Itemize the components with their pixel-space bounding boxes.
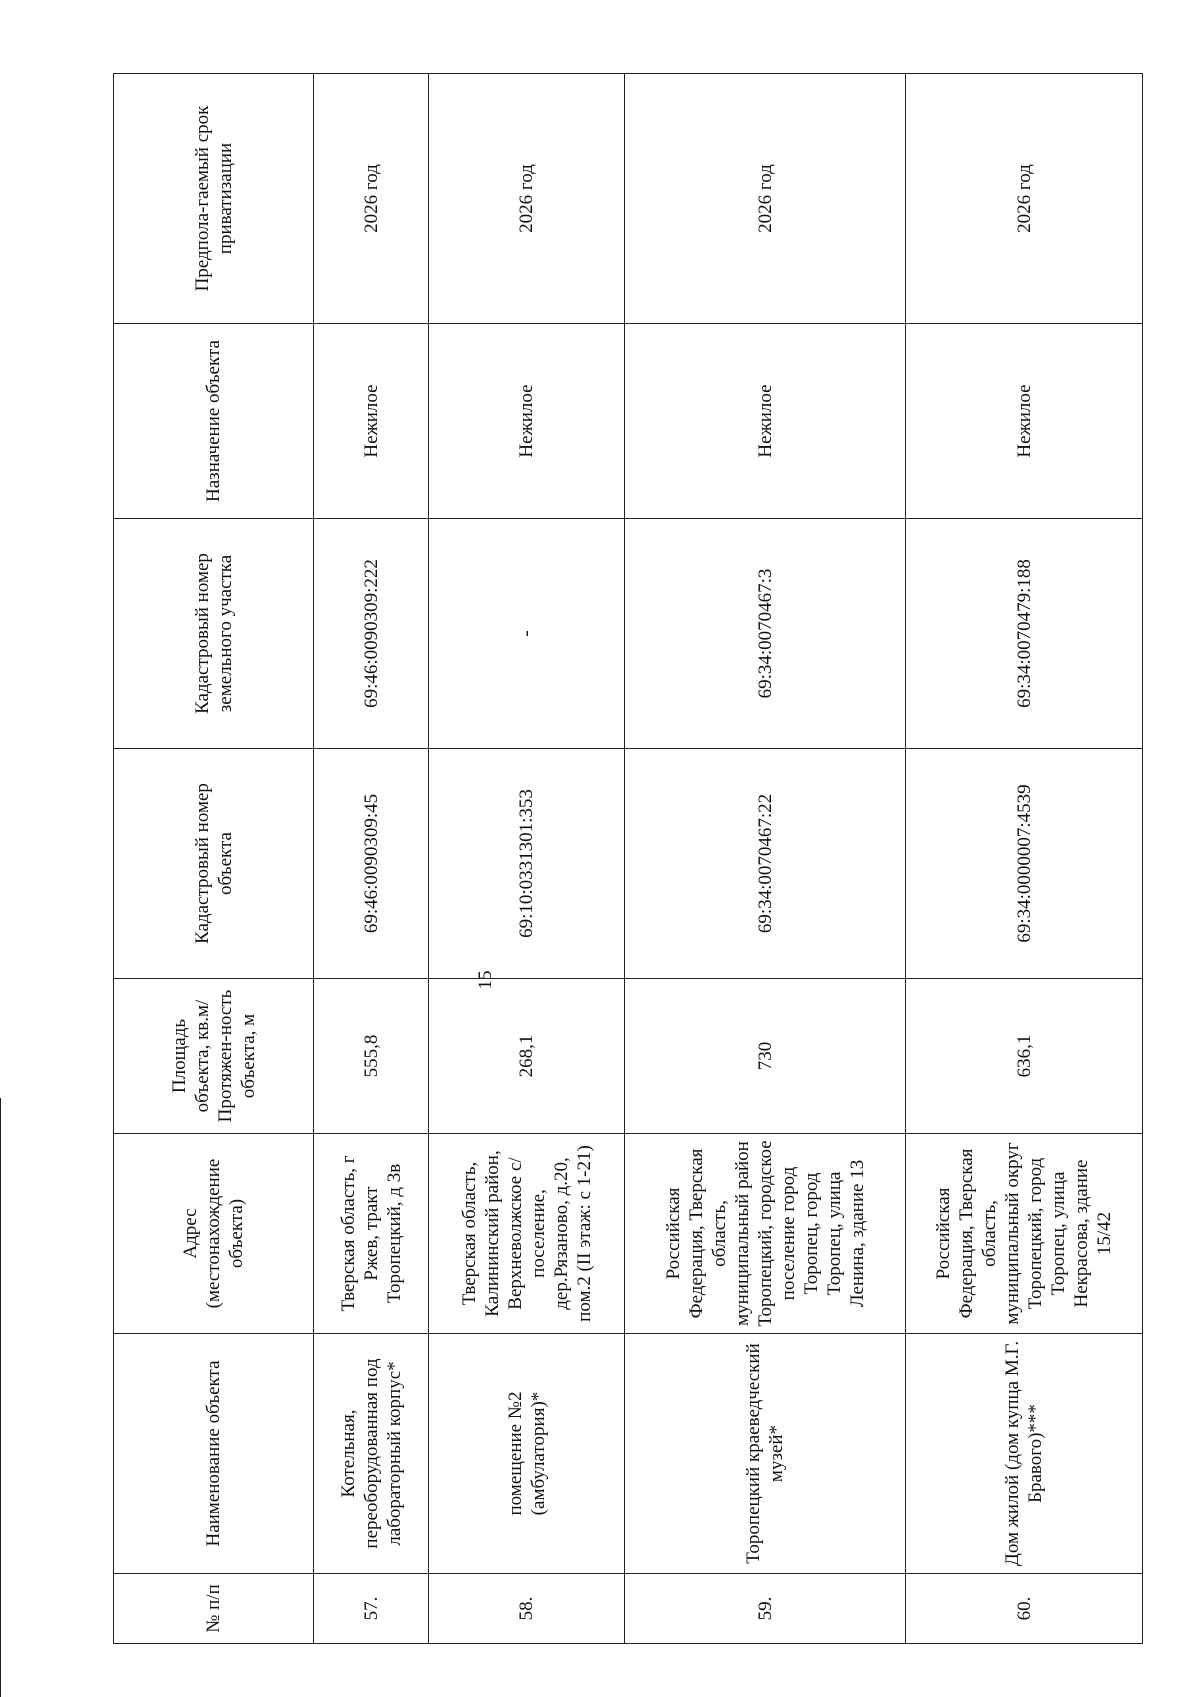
cell-purpose: Нежилое (906, 324, 1143, 519)
header-cell-cadastral-land: Кадастровый номер земельного участка (114, 519, 314, 749)
table-row (314, 74, 429, 1644)
header-cell-name: Наименование объекта (114, 1334, 314, 1574)
table-row (429, 74, 625, 1644)
cell-term: 2026 год (625, 74, 906, 324)
cell-name: Торопецкий краеведческий музей* (625, 1334, 906, 1574)
header-cell-term: Предпола-гаемый срок приватизации (114, 74, 314, 324)
privatization-table (113, 73, 1143, 1644)
cell-cadastral-land: - (429, 519, 625, 749)
cell-address: Тверская область, г Ржев, тракт Торопецкий, д 3в (314, 1134, 429, 1334)
table-header-row (114, 74, 314, 1644)
cell-name: Котельная, переоборудованная под лабораторный корпус* (314, 1334, 429, 1574)
cell-cadastral-object: 69:34:0070467:22 (625, 749, 906, 979)
page-number: 15 (475, 970, 496, 990)
cell-cadastral-land: 69:34:0070467:3 (625, 519, 906, 749)
header-cell-area: Площадь объекта, кв.м/ Протяжен-ность объекта, м (114, 979, 314, 1134)
table-row (625, 74, 906, 1644)
cell-area: 730 (625, 979, 906, 1134)
header-cell-cadastral-object: Кадастровый номер объекта (114, 749, 314, 979)
cell-purpose: Нежилое (625, 324, 906, 519)
cell-name: помещение №2 (амбулатория)* (429, 1334, 625, 1574)
cell-term: 2026 год (906, 74, 1143, 324)
cell-number: 58. (429, 1574, 625, 1644)
table-row (906, 74, 1143, 1644)
header-cell-number: № п/п (114, 1574, 314, 1644)
cell-address: Российская Федерация, Тверская область, муниципальный район Торопецкий, городское поселение город Торопец, город Торопец, улица Ленина, здание 13 (625, 1134, 906, 1334)
cell-cadastral-land: 69:46:0090309:222 (314, 519, 429, 749)
cell-number: 59. (625, 1574, 906, 1644)
cell-address: Российская Федерация, Тверская область, муниципальный округ Торопецкий, город Торопец, улица Некрасова, здание 15/42 (906, 1134, 1143, 1334)
cell-cadastral-land: 69:34:0070479:188 (906, 519, 1143, 749)
cell-purpose: Нежилое (429, 324, 625, 519)
cell-cadastral-object: 69:10:0331301:353 (429, 749, 625, 979)
rotated-table-frame (113, 74, 1113, 1644)
cell-address: Тверская область, Калининский район, Верхневолжское с/поселение, дер.Рязаново, д.20, пом.2 (II этаж: с 1-21) (429, 1134, 625, 1334)
cell-name: Дом жилой (дом купца М.Г. Бравого)*** (906, 1334, 1143, 1574)
cell-term: 2026 год (314, 74, 429, 324)
cell-area: 268,1 (429, 979, 625, 1134)
cell-number: 60. (906, 1574, 1143, 1644)
cell-purpose: Нежилое (314, 324, 429, 519)
header-cell-purpose: Назначение объекта (114, 324, 314, 519)
scan-edge-line (0, 1098, 1, 1697)
cell-cadastral-object: 69:34:0000007:4539 (906, 749, 1143, 979)
cell-term: 2026 год (429, 74, 625, 324)
cell-area: 555,8 (314, 979, 429, 1134)
cell-area: 636,1 (906, 979, 1143, 1134)
header-cell-address: Адрес (местонахождение объекта) (114, 1134, 314, 1334)
cell-cadastral-object: 69:46:0090309:45 (314, 749, 429, 979)
cell-number: 57. (314, 1574, 429, 1644)
